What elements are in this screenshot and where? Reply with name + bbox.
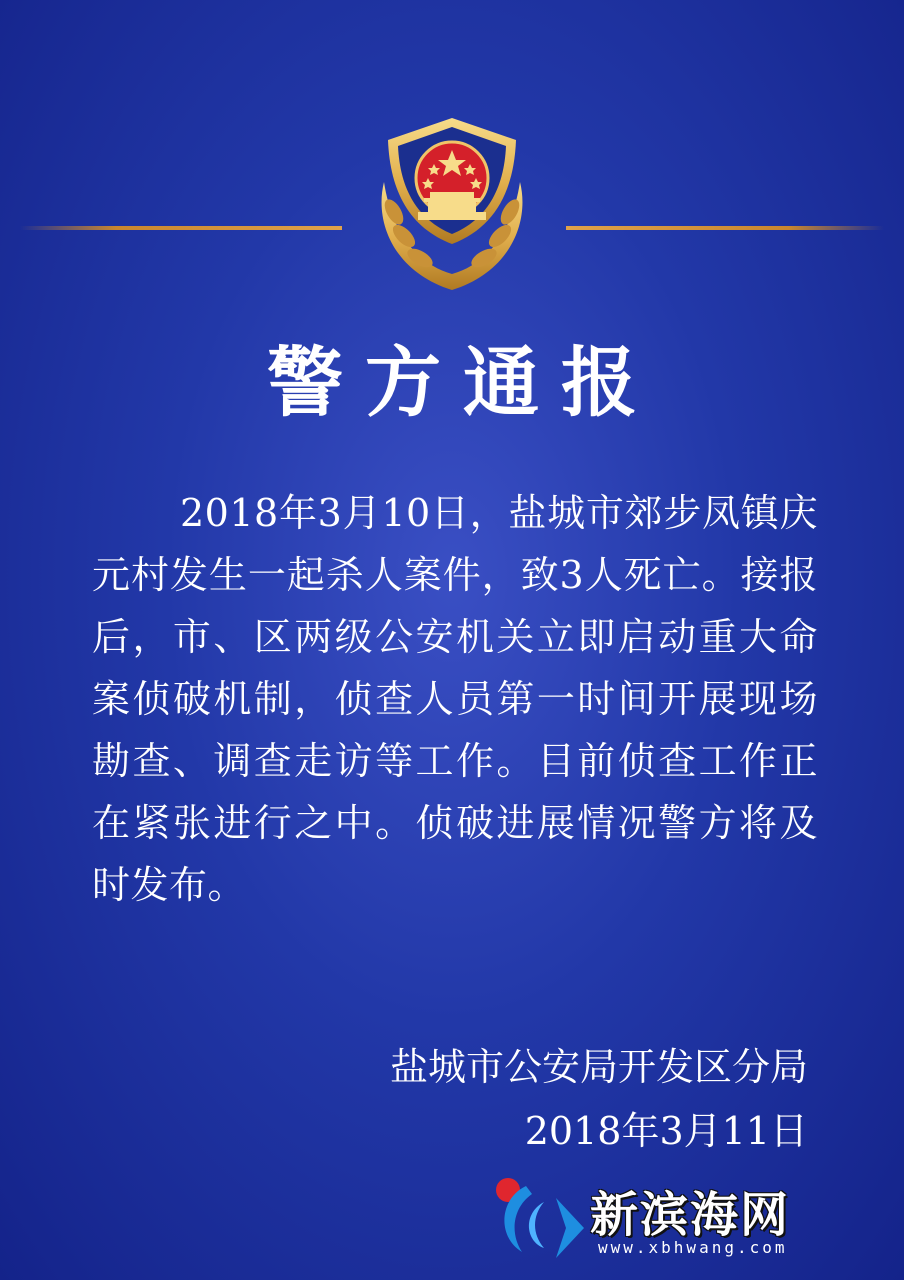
issue-date: 2018年3月11日 bbox=[524, 1109, 808, 1153]
right-gold-divider bbox=[566, 226, 884, 230]
xbhwang-logo-icon bbox=[486, 1168, 596, 1268]
watermark-site-name: 新滨海网 bbox=[590, 1187, 791, 1243]
site-watermark bbox=[486, 1168, 886, 1268]
left-gold-divider bbox=[20, 226, 342, 230]
notice-body: 2018年3月10日，盐城市郊步凤镇庆元村发生一起杀人案件，致3人死亡。接报后，市、区两级公安机关立即启动重大命案侦破机制，侦查人员第一时间开展现场勘查、调查走访等工作。目前侦查工作正在紧张进行之中。侦破进展情况警方将及时发布。 bbox=[92, 491, 818, 907]
police-emblem-icon bbox=[364, 112, 540, 296]
watermark-url: www.xbhwang.com bbox=[598, 1238, 788, 1257]
page-title: 警方通报 bbox=[267, 338, 659, 427]
issuer-signature: 盐城市公安局开发区分局 bbox=[389, 1045, 808, 1089]
